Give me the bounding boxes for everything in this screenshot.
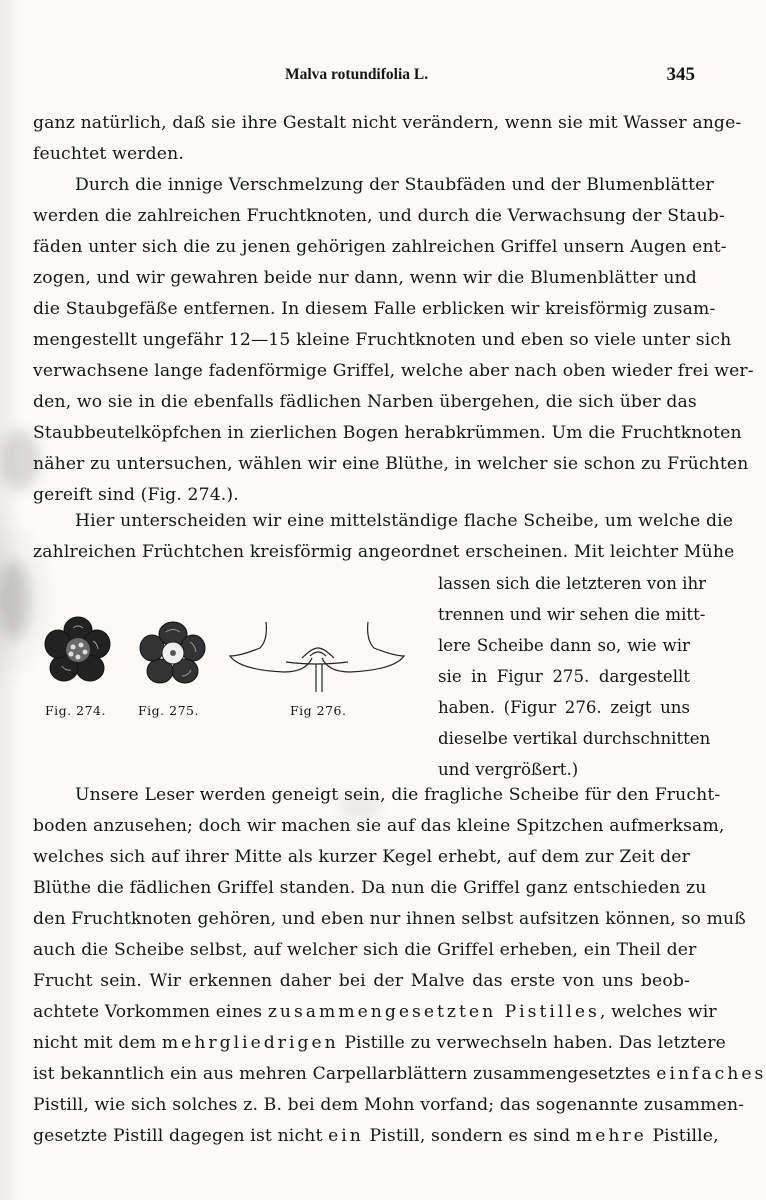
fig-275-illustration bbox=[138, 620, 208, 686]
fig-275-caption: Fig. 275. bbox=[138, 703, 199, 718]
running-title: Malva rotundifolia L. bbox=[285, 66, 429, 83]
text-line bbox=[33, 1028, 726, 1059]
text-line: ganz natürlich, daß sie ihre Gestalt nicht verändern, wenn sie mit Wasser ange- bbox=[33, 113, 742, 133]
text-line: haben. (Figur 276. zeigt uns bbox=[438, 698, 690, 717]
figure-group bbox=[35, 612, 410, 727]
figure-side-text bbox=[438, 568, 711, 785]
text-run: , welches wir bbox=[599, 1002, 717, 1022]
text-line bbox=[33, 1121, 719, 1152]
text-run: gesetzte Pistill dagegen ist nicht bbox=[33, 1126, 329, 1146]
text-line: zahlreichen Früchtchen kreisförmig angeordnet erscheinen. Mit leichter Mühe bbox=[33, 542, 735, 562]
text-run: Pistille, bbox=[646, 1126, 719, 1146]
text-line: gereift sind (Fig. 274.). bbox=[33, 485, 239, 505]
emphasized-term: ein bbox=[328, 1126, 364, 1146]
text-line: näher zu untersuchen, wählen wir eine Blüthe, in welcher sie schon zu Früchten bbox=[33, 454, 749, 474]
emphasized-term: mehre bbox=[575, 1126, 647, 1146]
text-line: den, wo sie in die ebenfalls fädlichen Narben übergehen, die sich über das bbox=[33, 392, 697, 412]
text-line: Staubbeutelköpfchen in zierlichen Bogen herabkrümmen. Um die Fruchtknoten bbox=[33, 423, 742, 443]
emphasized-term: mehrgliedrigen bbox=[161, 1033, 339, 1053]
paragraph-verschmelzung bbox=[33, 170, 754, 511]
fig-276-illustration bbox=[230, 620, 405, 695]
text-line: die Staubgefäße entfernen. In diesem Falle erblicken wir kreisförmig zusam- bbox=[33, 299, 716, 319]
paragraph-scheibe bbox=[33, 506, 735, 568]
text-line: Durch die innige Verschmelzung der Staubfäden und der Blumenblätter bbox=[75, 175, 714, 195]
paragraph-continued bbox=[33, 108, 742, 170]
text-line: mengestellt ungefähr 12—15 kleine Fruchtknoten und eben so viele unter sich bbox=[33, 330, 732, 350]
text-line: trennen und wir sehen die mitt- bbox=[438, 605, 706, 624]
text-run: Pistille zu verwechseln haben. Das letztere bbox=[338, 1033, 726, 1053]
text-line: Unsere Leser werden geneigt sein, die fragliche Scheibe für den Frucht- bbox=[75, 785, 721, 805]
page-number: 345 bbox=[666, 64, 695, 85]
text-line: fäden unter sich die zu jenen gehörigen zahlreichen Griffel unsern Augen ent- bbox=[33, 237, 727, 257]
text-line: boden anzusehen; doch wir machen sie auf das kleine Spitzchen aufmerksam, bbox=[33, 816, 725, 836]
text-run: nicht mit dem bbox=[33, 1033, 162, 1053]
text-line: sie in Figur 275. dargestellt bbox=[438, 667, 690, 686]
text-run: Pistill, sondern es sind bbox=[363, 1126, 576, 1146]
text-run: achtete Vorkommen eines bbox=[33, 1002, 268, 1022]
text-line bbox=[33, 1059, 766, 1090]
text-line: Pistill, wie sich solches z. B. bei dem Mohn vorfand; das sogenannte zusammen- bbox=[33, 1095, 745, 1115]
text-line: auch die Scheibe selbst, auf welcher sich die Griffel erheben, ein Theil der bbox=[33, 940, 697, 960]
fig-276-caption: Fig 276. bbox=[290, 703, 347, 718]
text-line: werden die zahlreichen Fruchtknoten, und durch die Verwachsung der Staub- bbox=[33, 206, 725, 226]
text-line: zogen, und wir gewahren beide nur dann, wenn wir die Blumenblätter und bbox=[33, 268, 697, 288]
text-line: Frucht sein. Wir erkennen daher bei der Malve das erste von uns beob- bbox=[33, 971, 690, 991]
emphasized-term: zusammengesetzten Pistilles bbox=[267, 1002, 600, 1022]
text-line: dieselbe vertikal durchschnitten bbox=[438, 729, 711, 748]
text-line: verwachsene lange fadenförmige Griffel, welche aber nach oben wieder frei wer- bbox=[33, 361, 754, 381]
emphasized-term: einfaches bbox=[656, 1064, 766, 1084]
text-line: Blüthe die fädlichen Griffel standen. Da nun die Griffel ganz entschieden zu bbox=[33, 878, 707, 898]
fig-274-illustration bbox=[43, 614, 113, 684]
text-line: feuchtet werden. bbox=[33, 144, 184, 164]
page-header bbox=[30, 62, 695, 92]
fig-274-caption: Fig. 274. bbox=[45, 703, 106, 718]
text-line: und vergrößert.) bbox=[438, 760, 579, 779]
text-run: ist bekanntlich ein aus mehren Carpellarblättern zusammengesetztes bbox=[33, 1064, 657, 1084]
text-line: Hier unterscheiden wir eine mittelständige flache Scheibe, um welche die bbox=[75, 511, 734, 531]
text-line: welches sich auf ihrer Mitte als kurzer Kegel erhebt, auf dem zur Zeit der bbox=[33, 847, 690, 867]
text-line: lassen sich die letzteren von ihr bbox=[438, 574, 707, 593]
paragraph-fruchtboden bbox=[33, 780, 766, 1152]
text-line: den Fruchtknoten gehören, und eben nur ihnen selbst aufsitzen können, so muß bbox=[33, 909, 746, 929]
text-line: lere Scheibe dann so, wie wir bbox=[438, 636, 690, 655]
text-line bbox=[33, 997, 717, 1028]
